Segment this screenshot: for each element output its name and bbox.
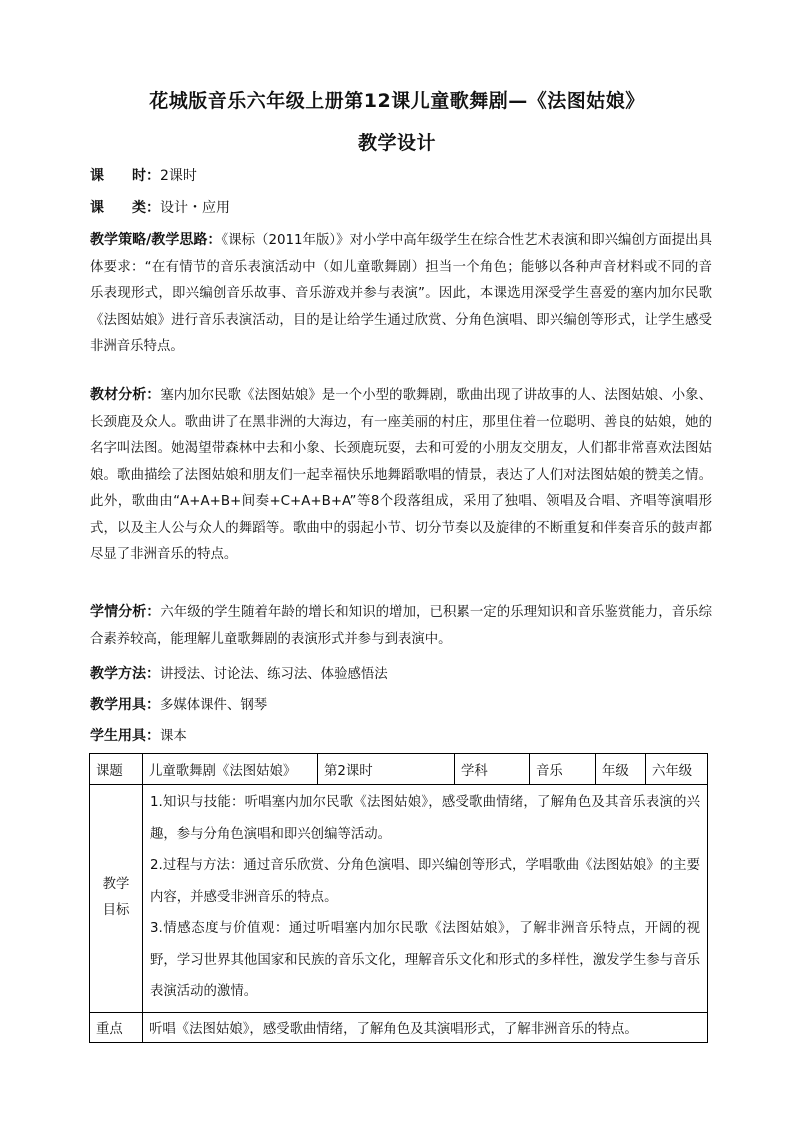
header-topic-label: 课题 xyxy=(90,754,143,785)
objective-item: 3.情感态度与价值观：通过听唱塞内加尔民歌《法图姑娘》，了解非洲音乐特点，开阔的视野，学习世界其他国家和民族的音乐文化，理解音乐文化和形式的多样性，激发学生参与音乐表演活动的激情。 xyxy=(150,921,700,999)
method-section xyxy=(90,661,712,689)
type-label: 课 类： xyxy=(90,200,160,216)
objectives-content xyxy=(143,785,708,1013)
tools-text: 多媒体课件、钢琴 xyxy=(160,698,268,713)
header-subject-label: 学科 xyxy=(455,754,530,785)
document-subtitle: 教学设计 xyxy=(357,132,436,154)
objectives-row xyxy=(90,785,708,1013)
key-point-text: 听唱《法图姑娘》，感受歌曲情绪，了解角色及其演唱形式，了解非洲音乐的特点。 xyxy=(143,1012,708,1042)
table-header-row xyxy=(90,754,708,785)
method-label: 教学方法： xyxy=(90,666,160,682)
type-line xyxy=(90,199,230,217)
student-tools-label: 学生用具： xyxy=(90,728,160,744)
strategy-label: 教学策略/教学思路： xyxy=(90,232,222,248)
method-text: 讲授法、讨论法、练习法、体验感悟法 xyxy=(160,667,388,682)
hours-value: 2课时 xyxy=(160,168,197,184)
learner-text: 六年级的学生随着年龄的增长和知识的增加，已积累一定的乐理知识和音乐鉴赏能力，音乐综合素养较高，能理解儿童歌舞剧的表演形式并参与到表演中。 xyxy=(90,605,713,647)
hours-label: 课 时： xyxy=(90,168,160,184)
type-value: 设计・应用 xyxy=(160,200,230,216)
material-label: 教材分析： xyxy=(90,387,161,403)
student-tools-text: 课本 xyxy=(160,729,187,744)
learner-section xyxy=(90,599,712,653)
objectives-label-line2: 目标 xyxy=(102,903,130,919)
strategy-text: 《课标（2011年版）》对小学中高年级学生在综合性艺术表演和即兴编创方面提出具体要求：“在有情节的音乐表演活动中（如儿童歌舞剧）担当一个角色；能够以各种声音材料或不同的音乐表现形式，即兴编创音乐故事、音乐游戏并参与表演”。因此，本课选用深受学生喜爱的塞内加尔民歌《法图姑娘》进行音乐表演活动，目的是让给学生通过欣赏、分角色演唱、即兴编创等形式，让学生感受非洲音乐特点。 xyxy=(90,233,712,354)
objectives-label-line1: 教学 xyxy=(102,877,130,893)
material-text: 塞内加尔民歌《法图姑娘》是一个小型的歌舞剧，歌曲出现了讲故事的人、法图姑娘、小象、长颈鹿及众人。歌曲讲了在黑非洲的大海边，有一座美丽的村庄，那里住着一位聪明、善良的姑娘，她的名字叫法图。她渴望带森林中去和小象、长颈鹿玩耍，去和可爱的小朋友交朋友，人们都非常喜欢法图姑娘。歌曲描绘了法图姑娘和朋友们一起幸福快乐地舞蹈歌唱的情景，表达了人们对法图姑娘的赞美之情。此外，歌曲由“A+A+B+间奏+C+A+B+A”等8个段落组成，采用了独唱、领唱及合唱、齐唱等演唱形式，以及主人公与众人的舞蹈等。歌曲中的弱起小节、切分节奏以及旋律的不断重复和伴奏音乐的鼓声都尽显了非洲音乐的特点。 xyxy=(90,388,713,562)
student-tools-section xyxy=(90,723,712,751)
hours-line xyxy=(90,167,197,185)
document-title: 花城版音乐六年级上册第12课儿童歌舞剧—《法图姑娘》 xyxy=(149,90,645,112)
header-grade-value: 六年级 xyxy=(646,754,708,785)
header-subject-value: 音乐 xyxy=(530,754,596,785)
header-period: 第2课时 xyxy=(318,754,455,785)
tools-section xyxy=(90,692,712,720)
tools-label: 教学用具： xyxy=(90,697,160,713)
key-point-label: 重点 xyxy=(90,1012,143,1042)
key-point-row xyxy=(90,1012,708,1042)
objective-item: 1.知识与技能：听唱塞内加尔民歌《法图姑娘》，感受歌曲情绪，了解角色及其音乐表演的兴趣，参与分角色演唱和即兴创编等活动。 xyxy=(150,795,700,842)
lesson-table xyxy=(89,753,708,1043)
objectives-label xyxy=(90,785,143,1013)
header-topic-value: 儿童歌舞剧《法图姑娘》 xyxy=(143,754,318,785)
learner-label: 学情分析： xyxy=(90,604,161,620)
objective-item: 2.过程与方法：通过音乐欣赏、分角色演唱、即兴编创等形式，学唱歌曲《法图姑娘》的主要内容，并感受非洲音乐的特点。 xyxy=(150,858,700,905)
material-section xyxy=(90,382,712,569)
strategy-section xyxy=(90,227,712,361)
header-grade-label: 年级 xyxy=(596,754,646,785)
